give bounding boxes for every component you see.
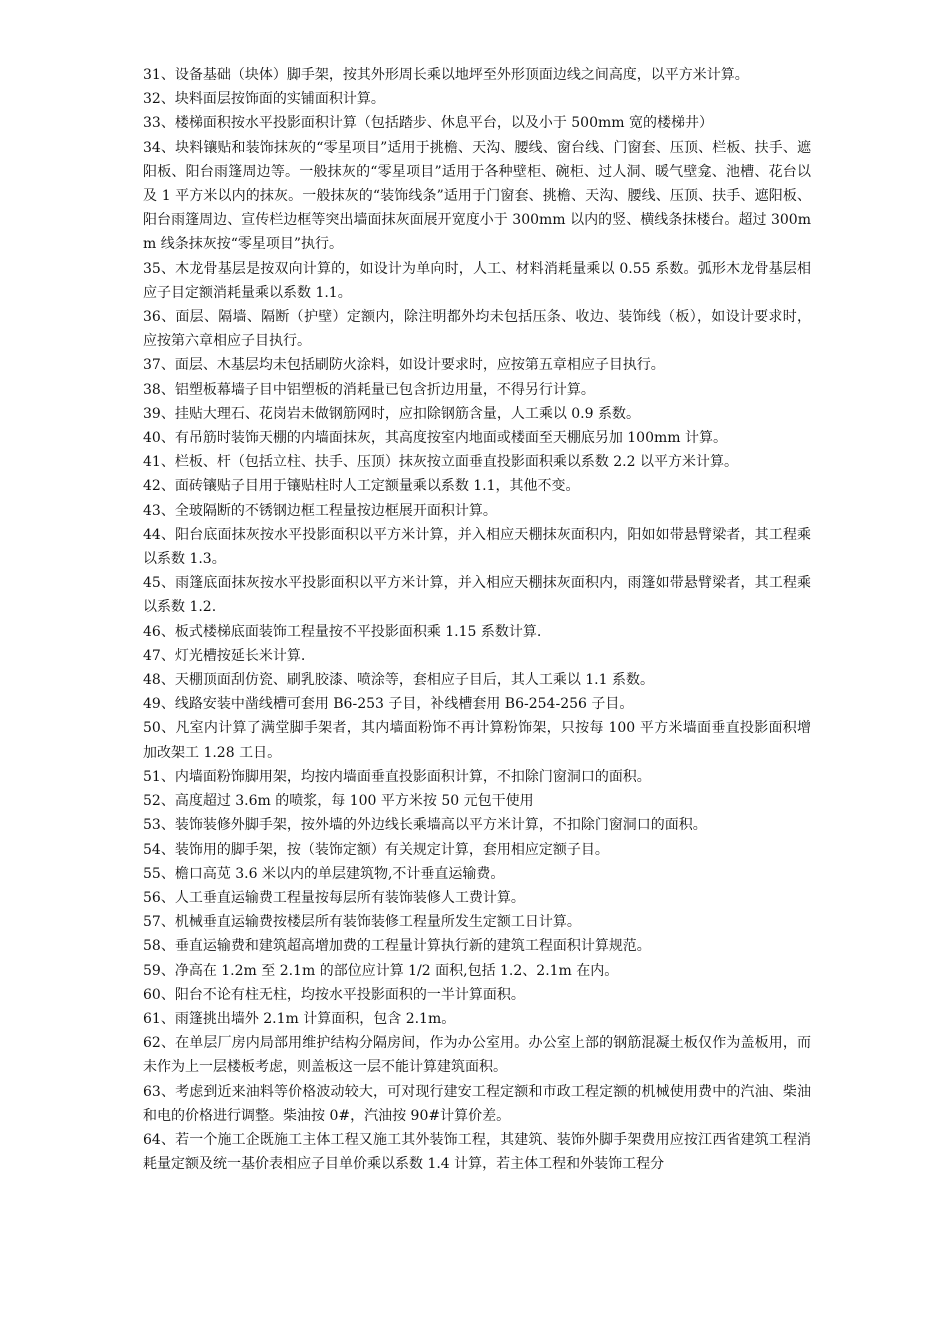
paragraph-39: 39、挂贴大理石、花岗岩未做钢筋网时，应扣除钢筋含量，人工乘以 0.9 系数。 (143, 405, 640, 422)
paragraph-48: 48、天棚顶面刮仿瓷、刷乳胶漆、喷涂等，套相应子目后，其人工乘以 1.1 系数。 (143, 672, 654, 689)
paragraph-64: 64、若一个施工企既施工主体工程又施工其外装饰工程，其建筑、装饰外脚手架费用应按江西省建筑工程消耗量定额及统一基价表相应子目单价乘以系数 1.4 计算，若主体工程和外装饰工程分 (143, 1131, 811, 1173)
paragraph-35: 35、木龙骨基层是按双向计算的，如设计为单向时，人工、材料消耗量乘以 0.55 系数。弧形木龙骨基层相应子目定额消耗量乘以系数 1.1。 (143, 260, 811, 301)
paragraph-42: 42、面砖镶贴子目用于镶贴柱时人工定额量乘以系数 1.1，其他不变。 (143, 478, 580, 495)
paragraph-56: 56、人工垂直运输费工程量按每层所有装饰装修人工费计算。 (143, 889, 525, 906)
paragraph-43: 43、全玻隔断的不锈钢边框工程量按边框展开面积计算。 (143, 502, 497, 519)
paragraph-51: 51、内墙面粉饰脚用架，均按内墙面垂直投影面积计算，不扣除门窗洞口的面积。 (143, 768, 651, 785)
paragraph-47: 47、灯光槽按延长米计算. (143, 647, 306, 664)
paragraph-34: 34、块料镶贴和装饰抹灰的“零星项目”适用于挑檐、天沟、腰线、窗台线、门窗套、压顶、栏板、扶手、遮阳板、阳台雨篷周边等。一般抹灰的“零星项目”适用于各种壁柜、碗柜、过人洞、暖气壁龛、池槽、花台以及 1 平方米以内的抹灰。一般抹灰的“装饰线条”适用于门窗套、挑檐、天沟、腰线、压顶、扶手、遮阳板、阳台雨篷周边、宣传栏边框等突出墙面抹灰面展开宽度小于 300mm 以内的竖、横线条抹楼台。超过 300mm 线条抹灰按“零星项目”执行。 (143, 139, 811, 253)
paragraph-31: 31、设备基础（块体）脚手架，按其外形周长乘以地坪至外形顶面边线之间高度，以平方米计算。 (143, 67, 749, 83)
paragraph-46: 46、板式楼梯底面装饰工程量按不平投影面积乘 1.15 系数计算. (143, 623, 542, 640)
paragraph-57: 57、机械垂直运输费按楼层所有装饰装修工程量所发生定额工日计算。 (143, 914, 581, 931)
paragraph-38: 38、铝塑板幕墙子目中铝塑板的消耗量已包含折边用量，不得另行计算。 (143, 381, 595, 398)
paragraph-59: 59、净高在 1.2m 至 2.1m 的部位应计算 1/2 面积,包括 1.2、2.1m 在内。 (143, 962, 619, 979)
paragraph-41: 41、栏板、杆（包括立柱、扶手、压顶）抹灰按立面垂直投影面积乘以系数 2.2 以平方米计算。 (143, 454, 738, 471)
paragraph-33: 33、楼梯面积按水平投影面积计算（包括踏步、休息平台，以及小于 500mm 宽的楼梯井） (143, 115, 713, 132)
paragraph-53: 53、装饰装修外脚手架，按外墙的外边线长乘墙高以平方米计算，不扣除门窗洞口的面积。 (143, 817, 707, 834)
paragraph-37: 37、面层、木基层均未包括刷防火涂料，如设计要求时，应按第五章相应子目执行。 (143, 357, 665, 374)
paragraph-52: 52、高度超过 3.6m 的喷浆，每 100 平方米按 50 元包干使用 (143, 793, 534, 810)
paragraph-60: 60、阳台不论有柱无柱，均按水平投影面积的一半计算面积。 (143, 986, 525, 1003)
paragraph-62: 62、在单层厂房内局部用维护结构分隔房间，作为办公室用。办公室上部的钢筋混凝土板仅作为盖板用，而未作为上一层楼板考虑，则盖板这一层不能计算建筑面积。 (143, 1035, 811, 1076)
paragraph-49: 49、线路安装中凿线槽可套用 B6-253 子目，补线槽套用 B6-254-256 子目。 (143, 696, 634, 713)
paragraph-50: 50、凡室内计算了满堂脚手架者，其内墙面粉饰不再计算粉饰架，只按每 100 平方米墙面垂直投影面积增加改架工 1.28 工日。 (143, 720, 811, 761)
paragraph-63: 63、考虑到近来油料等价格波动较大，可对现行建安工程定额和市政工程定额的机械使用费中的汽油、柴油和电的价格进行调整。柴油按 0#，汽油按 90#计算价差。 (143, 1083, 811, 1124)
paragraph-44: 44、阳台底面抹灰按水平投影面积以平方米计算，并入相应天棚抹灰面积内，阳如如带悬臂梁者，其工程乘以系数 1.3。 (143, 526, 811, 568)
paragraph-54: 54、装饰用的脚手架，按（装饰定额）有关规定计算，套用相应定额子目。 (143, 841, 609, 858)
document-body (143, 63, 811, 1176)
paragraph-36: 36、面层、隔墙、隔断（护壁）定额内，除注明都外均未包括压条、收边、装饰线（板），如设计要求时，应按第六章相应子目执行。 (143, 309, 811, 350)
paragraph-32: 32、块料面层按饰面的实铺面积计算。 (143, 91, 385, 108)
paragraph-55: 55、檐口高苋 3.6 米以内的单层建筑物,不计垂直运输费。 (143, 865, 505, 882)
paragraph-45: 45、雨篷底面抹灰按水平投影面积以平方米计算，并入相应天棚抹灰面积内，雨篷如带悬臂梁者，其工程乘以系数 1.2. (143, 575, 811, 616)
paragraph-40: 40、有吊筋时装饰天棚的内墙面抹灰，其高度按室内地面或楼面至天棚底另加 100mm 计算。 (143, 430, 727, 447)
paragraph-58: 58、垂直运输费和建筑超高增加费的工程量计算执行新的建筑工程面积计算规范。 (143, 938, 651, 955)
paragraph-61: 61、雨篷挑出墙外 2.1m 计算面积，包含 2.1m。 (143, 1010, 456, 1027)
